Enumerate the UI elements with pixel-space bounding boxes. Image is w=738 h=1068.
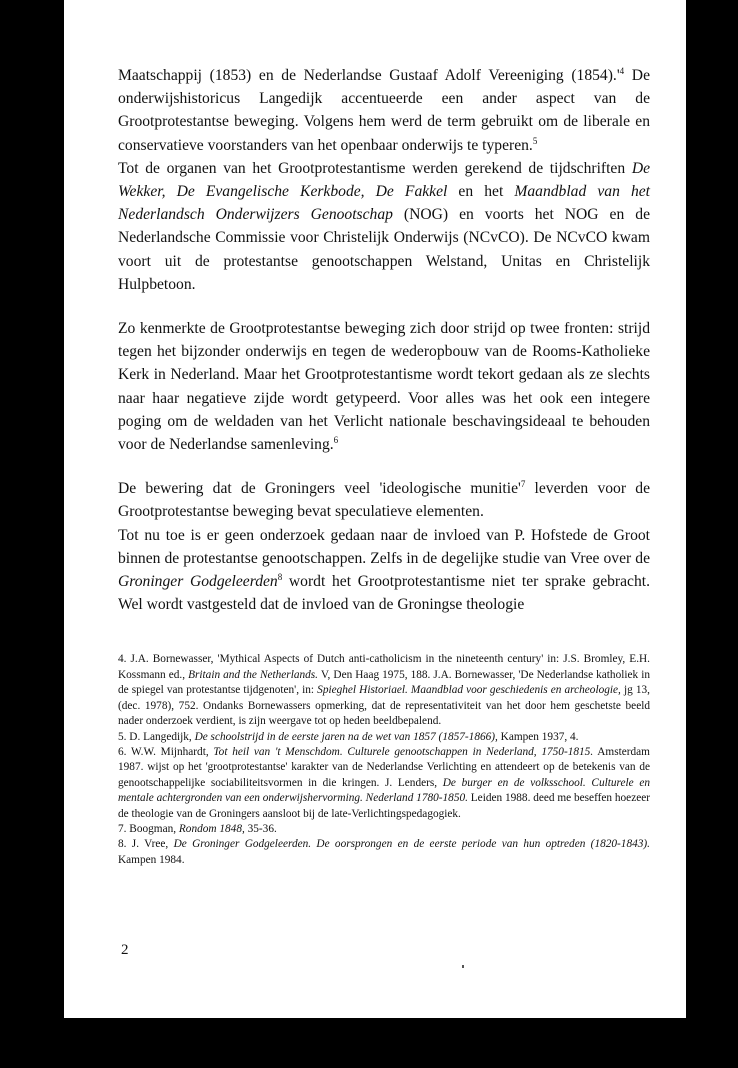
scan-speck (462, 965, 464, 968)
footnote-ref: 8 (277, 571, 283, 582)
scan-border-left (0, 0, 64, 1068)
text-run: 5. D. Langedijk, (118, 730, 195, 743)
text-run: 35-36. (244, 822, 277, 835)
footnote (118, 745, 650, 822)
italic-text: Maandblad van het Nederlandsch Onderwijzers Genootschap (118, 183, 651, 224)
scan-border-right (686, 0, 738, 1068)
text-run: De onderwijshistoricus Langedijk accentueerde een ander aspect van de Grootprotestantse beweging. Volgens hem werd de term gebruikt om de liberale en conservatieve voorstanders van het openbaar onderwijs te typeren. (118, 67, 650, 154)
italic-text: Tot heil van 't Menschdom. Culturele genootschappen in Nederland, 1750-1815. (213, 745, 594, 758)
body-paragraph (118, 317, 650, 456)
text-run: V, Den Haag 1975, 188. J.A. Bornewasser, 'De Nederlandse katholiek in de spiegel van protestantse tijdgenoten', in: (118, 668, 650, 697)
text-run: jg 13, (dec. 1978), 752. Ondanks Bornewassers opmerking, dat de representativiteit van het door hem geschetste beeld nader onderzoek verdient, is zijn weergave tot op heden beeldbepalend. (118, 684, 650, 728)
text-run: wordt het Grootprotestantisme niet ter sprake gebracht. Wel wordt vastgesteld dat de invloed van de Groningse theologie (118, 573, 650, 614)
italic-text: Rondom 1848, (178, 822, 245, 835)
text-run: Kampen 1984. (118, 853, 185, 866)
text-run: 8. J. Vree, (118, 838, 174, 851)
footnote (118, 652, 650, 729)
footnote-ref: 4 (619, 65, 625, 76)
body-text (118, 64, 650, 616)
body-paragraph (118, 157, 650, 296)
text-run: Kampen 1937, 4. (497, 730, 579, 743)
footnote (118, 822, 650, 837)
italic-text: De Wekker, De Evangelische Kerkbode, De Fakkel (118, 159, 650, 201)
italic-text: De schoolstrijd in de eerste jaren na de wet van 1857 (1857-1866), (194, 730, 498, 743)
italic-text: Spieghel Historiael. Maandblad voor geschiedenis en archeologie, (317, 684, 621, 697)
footnotes (118, 652, 650, 868)
document-page (118, 64, 650, 868)
footnote-ref: 6 (333, 434, 339, 445)
italic-text: Britain and the Netherlands. (188, 668, 319, 681)
text-run: Leiden 1988. deed me beseffen hoezeer de theologie van de Groningers aansloot bij de late-Verlichtingspedagogiek. (118, 792, 650, 820)
footnote (118, 837, 650, 868)
page-number: 2 (121, 942, 129, 958)
body-paragraph (118, 64, 650, 157)
text-run: en het (447, 183, 515, 201)
footnote-ref: 5 (532, 135, 538, 146)
text-run: 7. Boogman, (118, 822, 179, 835)
footnote (118, 730, 650, 745)
text-run: Amsterdam 1987. wijst op het 'grootprotestantse' karakter van de Nederlandse Verlichting en attendeert op de betekenis van de genootschappelijke sociabiliteitsvormen in die kringen. J. Lenders, (118, 745, 650, 789)
text-run: Maatschappij (1853) en de Nederlandse Gustaaf Adolf Vereeniging (1854).' (118, 67, 620, 84)
text-run: (NOG) en voorts het NOG en de Nederlandsche Commissie voor Christelijk Onderwijs (NCvCO). De NCvCO kwam voort uit de protestantse genootschappen Welstand, Unitas en Christelijk Hulpbetoon. (118, 206, 650, 293)
scan-border-bottom (0, 1018, 738, 1068)
italic-text: De burger en de volksschool. Culturele en mentale achtergronden van een onderwijshervorming. Nederland 1780-1850. (118, 776, 650, 805)
text-run: 4. J.A. Bornewasser, 'Mythical Aspects of Dutch anti-catholicism in the nineteenth century' in: J.S. Bromley, E.H. Kossmann ed., (118, 653, 650, 681)
text-run: leverden voor de Grootprotestantse beweging bevat speculatieve elementen. (118, 480, 650, 521)
italic-text: De Groninger Godgeleerden. De oorsprongen en de eerste periode van hun optreden (1820-1843). (173, 838, 650, 851)
text-run: De bewering dat de Groningers veel 'ideologische munitie' (118, 480, 521, 498)
text-run: Tot nu toe is er geen onderzoek gedaan naar de invloed van P. Hofstede de Groot binnen de protestantse genootschappen. Zelfs in de degelijke studie van Vree over de (118, 526, 650, 567)
text-run: 6. W.W. Mijnhardt, (118, 745, 214, 758)
text-run: Zo kenmerkte de Grootprotestantse beweging zich door strijd op twee fronten: strijd tegen het bijzonder onderwijs en tegen de wederopbouw van de Rooms-Katholieke Kerk in Nederland. Maar het Grootprotestantisme wordt tekort gedaan als ze slechts naar haar negatieve zijde wordt getypeerd. Voor alles was het ook een integere poging om de weldaden van het Verlicht nationale beschavingsideaal te behouden voor de Nederlandse samenleving. (118, 320, 650, 454)
body-paragraph (118, 477, 650, 523)
italic-text: Groninger Godgeleerden (118, 573, 278, 591)
footnote-ref: 7 (520, 479, 526, 490)
body-paragraph (118, 524, 650, 617)
text-run: Tot de organen van het Grootprotestantisme werden gerekend de tijdschriften (118, 159, 632, 177)
